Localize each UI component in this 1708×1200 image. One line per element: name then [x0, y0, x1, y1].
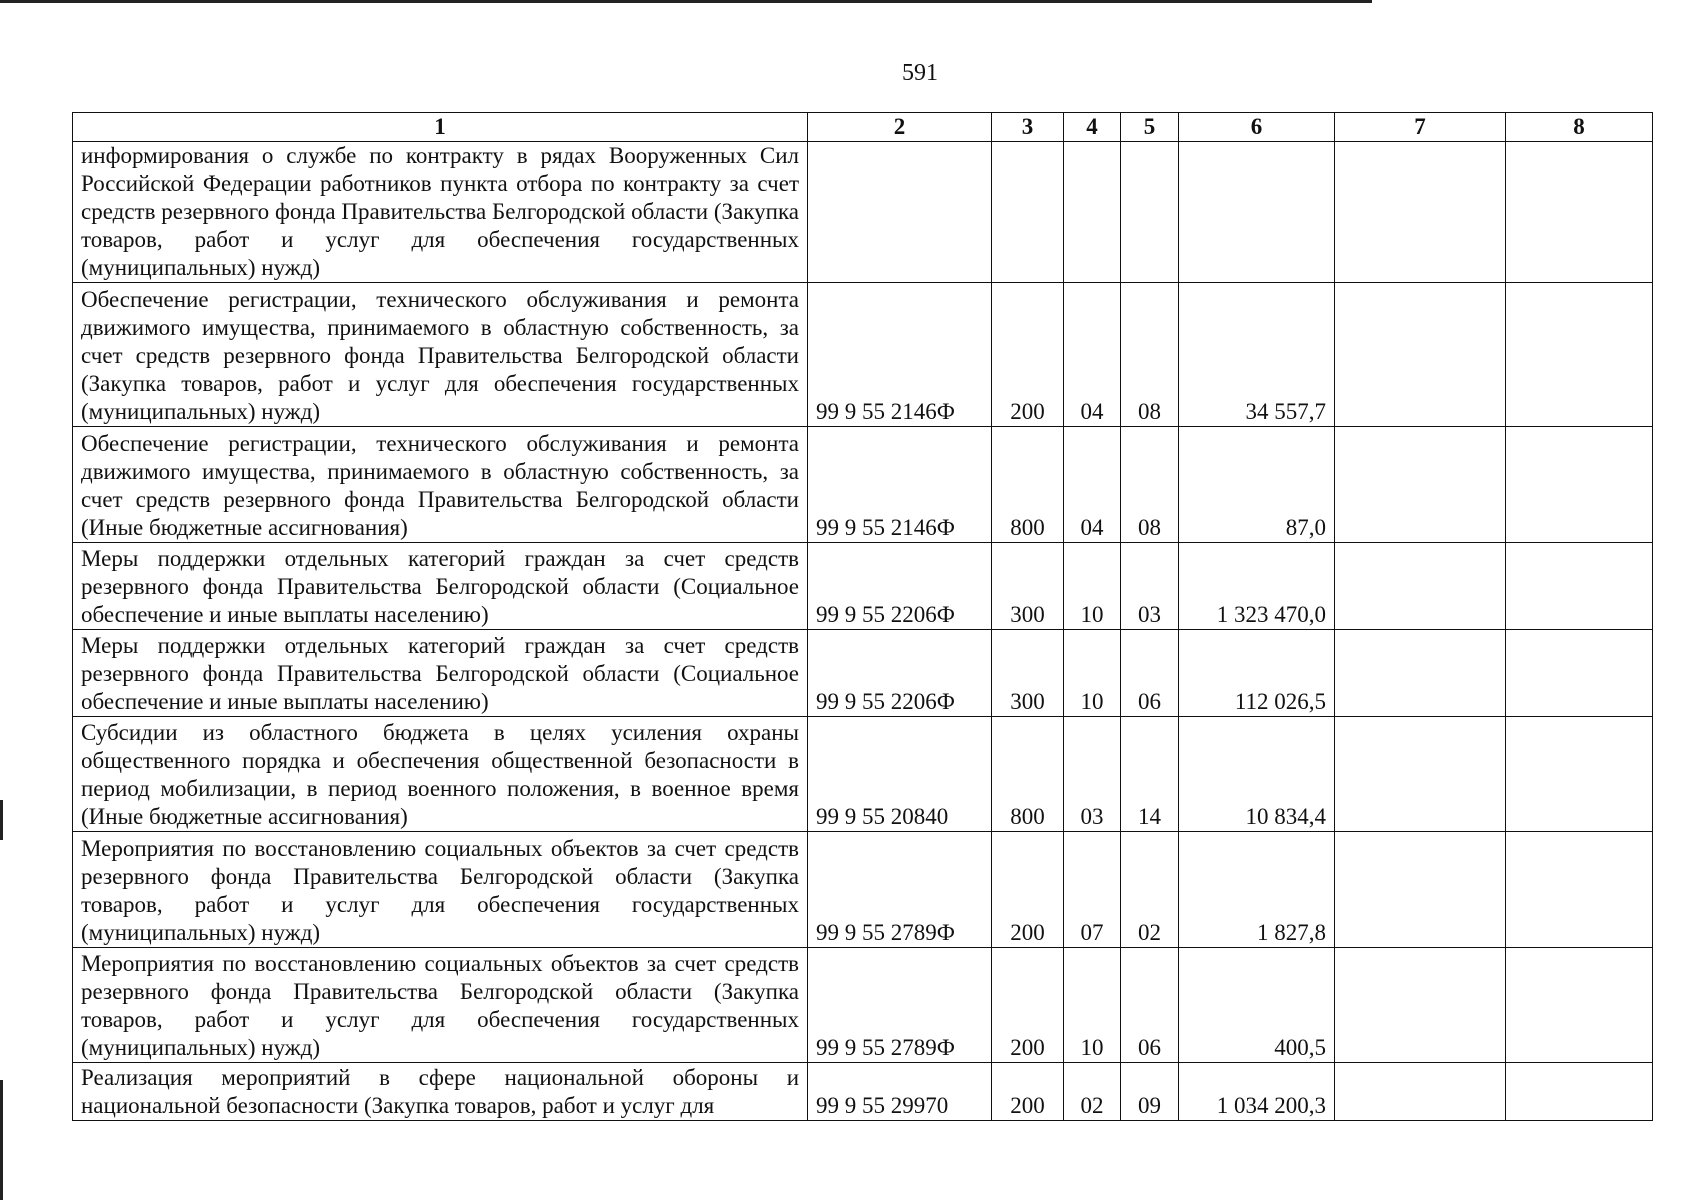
column-header: 7: [1335, 113, 1506, 142]
row-description: информирования о службе по контракту в рядах Вооруженных Сил Российской Федерации работников пункта отбора по контракту за счет средств резервного фонда Правительства Белгородской области (Закупка товаров, работ и услуг для обеспечения государственных (муниципальных) нужд): [73, 142, 808, 283]
row-subsection: 09: [1121, 1063, 1179, 1121]
row-expense-type: [992, 142, 1064, 283]
row-amount: 112 026,5: [1179, 630, 1335, 717]
column-header: 5: [1121, 113, 1179, 142]
row-section: 02: [1064, 1063, 1121, 1121]
row-section: 03: [1064, 717, 1121, 832]
row-col7: [1335, 543, 1506, 630]
scan-edge-left: [0, 1080, 3, 1200]
row-description: Мероприятия по восстановлению социальных объектов за счет средств резервного фонда Правительства Белгородской области (Закупка товаров, работ и услуг для обеспечения государственных (муниципальных) нужд): [73, 832, 808, 948]
table-row: [73, 630, 1653, 717]
row-col8: [1506, 1063, 1653, 1121]
row-subsection: 02: [1121, 832, 1179, 948]
row-col7: [1335, 142, 1506, 283]
row-expense-type: 300: [992, 543, 1064, 630]
scan-edge-top: [0, 0, 1372, 3]
row-col7: [1335, 948, 1506, 1063]
row-col8: [1506, 283, 1653, 427]
row-section: 10: [1064, 543, 1121, 630]
row-expense-type: 200: [992, 283, 1064, 427]
row-subsection: [1121, 142, 1179, 283]
row-col7: [1335, 832, 1506, 948]
row-section: 04: [1064, 283, 1121, 427]
row-expense-type: 200: [992, 948, 1064, 1063]
row-description: Обеспечение регистрации, технического обслуживания и ремонта движимого имущества, принимаемого в областную собственность, за счет средств резервного фонда Правительства Белгородской области (Иные бюджетные ассигнования): [73, 427, 808, 543]
row-code: 99 9 55 2789Ф: [808, 948, 992, 1063]
row-code: 99 9 55 2206Ф: [808, 630, 992, 717]
row-expense-type: 300: [992, 630, 1064, 717]
row-subsection: 08: [1121, 427, 1179, 543]
row-code: 99 9 55 2789Ф: [808, 832, 992, 948]
row-amount: 400,5: [1179, 948, 1335, 1063]
row-subsection: 06: [1121, 948, 1179, 1063]
column-header: 8: [1506, 113, 1653, 142]
table-row: [73, 948, 1653, 1063]
row-col7: [1335, 427, 1506, 543]
row-amount: [1179, 142, 1335, 283]
row-col7: [1335, 283, 1506, 427]
row-amount: 10 834,4: [1179, 717, 1335, 832]
row-subsection: 06: [1121, 630, 1179, 717]
row-col8: [1506, 948, 1653, 1063]
column-header: 1: [73, 113, 808, 142]
row-description: Субсидии из областного бюджета в целях усиления охраны общественного порядка и обеспечения общественной безопасности в период мобилизации, в период военного положения, в военное время (Иные бюджетные ассигнования): [73, 717, 808, 832]
row-description: Обеспечение регистрации, технического обслуживания и ремонта движимого имущества, принимаемого в областную собственность, за счет средств резервного фонда Правительства Белгородской области (Закупка товаров, работ и услуг для обеспечения государственных (муниципальных) нужд): [73, 283, 808, 427]
header-row: [73, 113, 1653, 142]
row-amount: 1 034 200,3: [1179, 1063, 1335, 1121]
column-header: 4: [1064, 113, 1121, 142]
row-col7: [1335, 1063, 1506, 1121]
row-section: 10: [1064, 948, 1121, 1063]
table-row: [73, 283, 1653, 427]
row-subsection: 03: [1121, 543, 1179, 630]
row-col7: [1335, 630, 1506, 717]
row-description: Реализация мероприятий в сфере национальной обороны и национальной безопасности (Закупка товаров, работ и услуг для: [73, 1063, 808, 1121]
row-col8: [1506, 427, 1653, 543]
row-subsection: 08: [1121, 283, 1179, 427]
row-section: 07: [1064, 832, 1121, 948]
row-amount: 1 323 470,0: [1179, 543, 1335, 630]
row-section: 04: [1064, 427, 1121, 543]
row-description: Меры поддержки отдельных категорий граждан за счет средств резервного фонда Правительства Белгородской области (Социальное обеспечение и иные выплаты населению): [73, 543, 808, 630]
column-header: 6: [1179, 113, 1335, 142]
row-expense-type: 200: [992, 1063, 1064, 1121]
row-code: 99 9 55 2146Ф: [808, 427, 992, 543]
table-row: [73, 717, 1653, 832]
scan-edge-left: [0, 800, 3, 840]
table-row: [73, 832, 1653, 948]
budget-table: [72, 112, 1653, 1121]
row-code: 99 9 55 29970: [808, 1063, 992, 1121]
row-section: [1064, 142, 1121, 283]
row-code: [808, 142, 992, 283]
row-code: 99 9 55 20840: [808, 717, 992, 832]
row-subsection: 14: [1121, 717, 1179, 832]
row-amount: 1 827,8: [1179, 832, 1335, 948]
row-col8: [1506, 630, 1653, 717]
row-description: Мероприятия по восстановлению социальных объектов за счет средств резервного фонда Правительства Белгородской области (Закупка товаров, работ и услуг для обеспечения государственных (муниципальных) нужд): [73, 948, 808, 1063]
row-description: Меры поддержки отдельных категорий граждан за счет средств резервного фонда Правительства Белгородской области (Социальное обеспечение и иные выплаты населению): [73, 630, 808, 717]
table-row: [73, 427, 1653, 543]
row-amount: 34 557,7: [1179, 283, 1335, 427]
row-col8: [1506, 832, 1653, 948]
row-amount: 87,0: [1179, 427, 1335, 543]
row-expense-type: 800: [992, 427, 1064, 543]
row-expense-type: 800: [992, 717, 1064, 832]
row-col8: [1506, 142, 1653, 283]
table-row: [73, 142, 1653, 283]
column-header: 3: [992, 113, 1064, 142]
row-col8: [1506, 543, 1653, 630]
page-number: 591: [902, 60, 938, 86]
row-code: 99 9 55 2206Ф: [808, 543, 992, 630]
row-expense-type: 200: [992, 832, 1064, 948]
row-code: 99 9 55 2146Ф: [808, 283, 992, 427]
table-row: [73, 1063, 1653, 1121]
row-col7: [1335, 717, 1506, 832]
row-col8: [1506, 717, 1653, 832]
row-section: 10: [1064, 630, 1121, 717]
column-header: 2: [808, 113, 992, 142]
table-row: [73, 543, 1653, 630]
